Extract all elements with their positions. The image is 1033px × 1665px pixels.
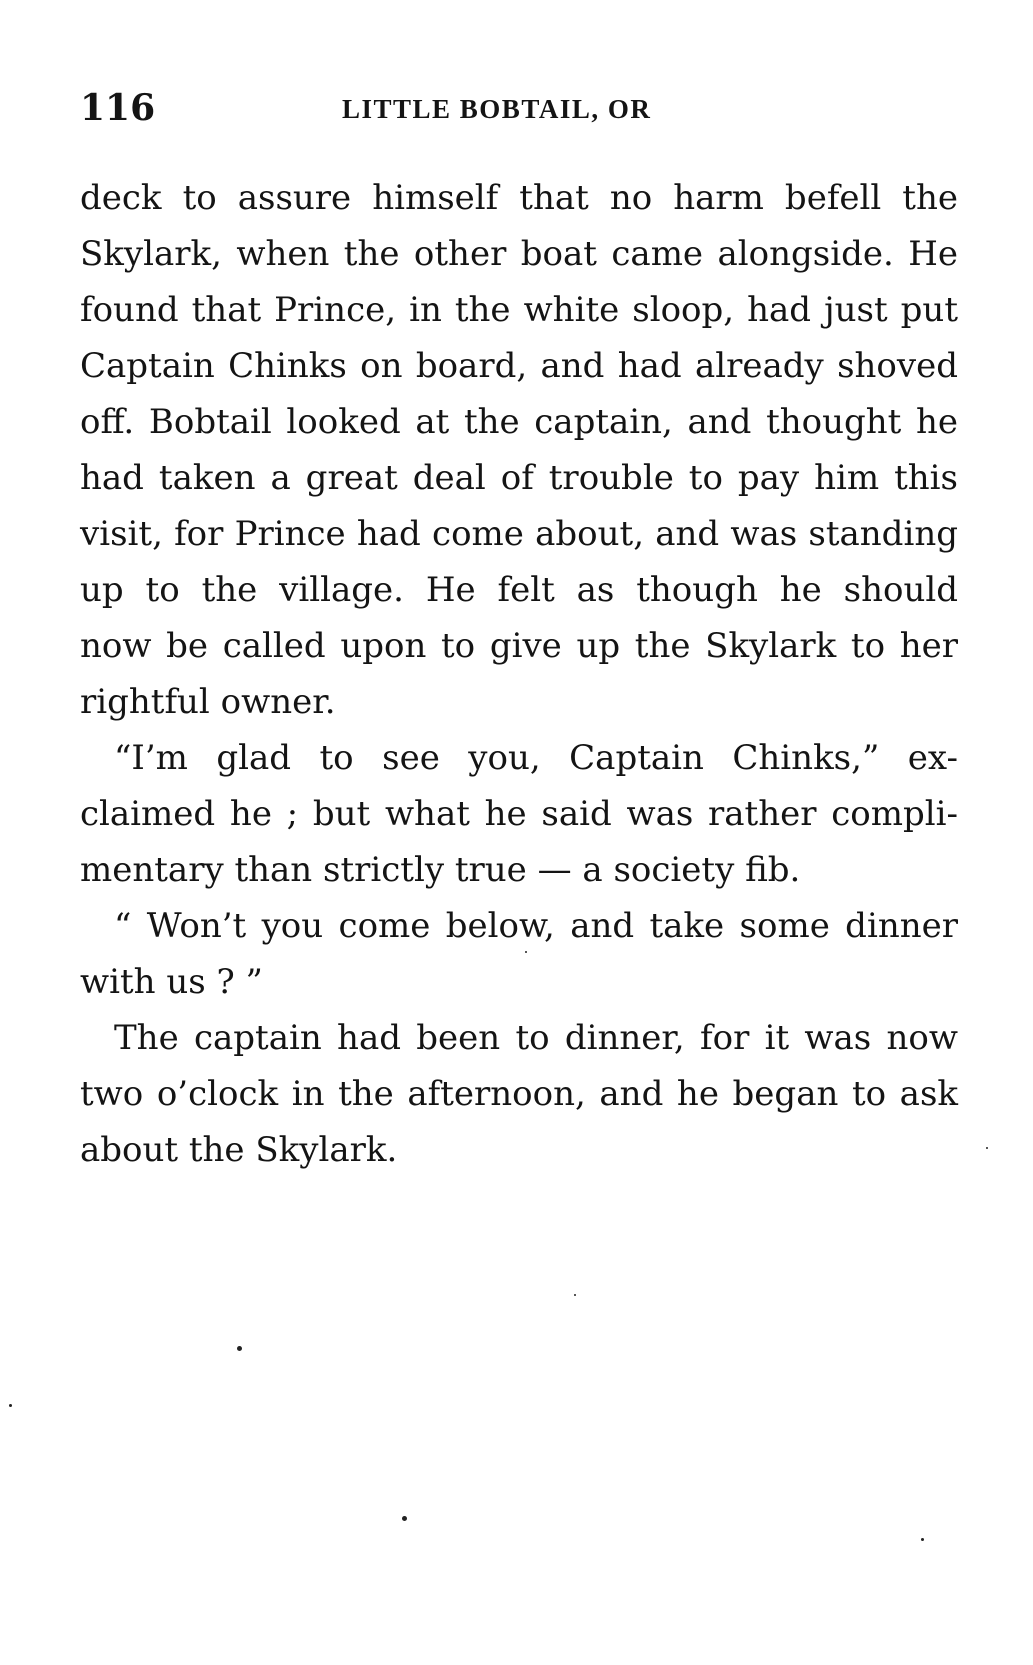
paragraph: [80, 730, 958, 898]
scan-speck: [574, 1294, 576, 1296]
text-line: off. Bobtail looked at the captain, and thought he: [80, 402, 958, 442]
text-line: rightful owner.: [80, 682, 336, 722]
text-line: Skylark, when the other boat came alongside. He: [80, 234, 958, 274]
text-line: deck to assure himself that no harm befell the: [80, 178, 958, 218]
text-line: Captain Chinks on board, and had already shoved: [80, 346, 958, 386]
scan-speck: [921, 1538, 924, 1541]
scan-speck: [9, 1404, 12, 1407]
running-title: LITTLE BOBTAIL, OR: [342, 94, 652, 124]
paragraph: [80, 1010, 958, 1178]
running-head: [80, 88, 960, 128]
text-line: with us ? ”: [80, 962, 263, 1002]
text-line: about the Skylark.: [80, 1130, 398, 1170]
scan-speck: [237, 1346, 242, 1351]
text-line: “I’m glad to see you, Captain Chinks,” ex-: [114, 738, 958, 778]
text-line: now be called upon to give up the Skylark to her: [80, 626, 958, 666]
page-number: 116: [80, 87, 156, 129]
text-line: “ Won’t you come below, and take some dinner: [114, 906, 958, 946]
scan-speck: [986, 1147, 988, 1149]
scan-speck: [525, 951, 527, 953]
text-line: mentary than strictly true — a society fib.: [80, 850, 801, 890]
paragraph: [80, 898, 958, 1010]
text-line: claimed he ; but what he said was rather compli-: [80, 794, 958, 834]
text-line: The captain had been to dinner, for it was now: [114, 1018, 958, 1058]
paragraph: [80, 170, 958, 730]
text-line: visit, for Prince had come about, and was standing: [80, 514, 958, 554]
text-line: had taken a great deal of trouble to pay him this: [80, 458, 958, 498]
body-text: [80, 170, 958, 1178]
text-line: two o’clock in the afternoon, and he began to ask: [80, 1074, 958, 1114]
scan-speck: [402, 1516, 407, 1521]
text-line: found that Prince, in the white sloop, had just put: [80, 290, 958, 330]
text-line: up to the village. He felt as though he should: [80, 570, 958, 610]
